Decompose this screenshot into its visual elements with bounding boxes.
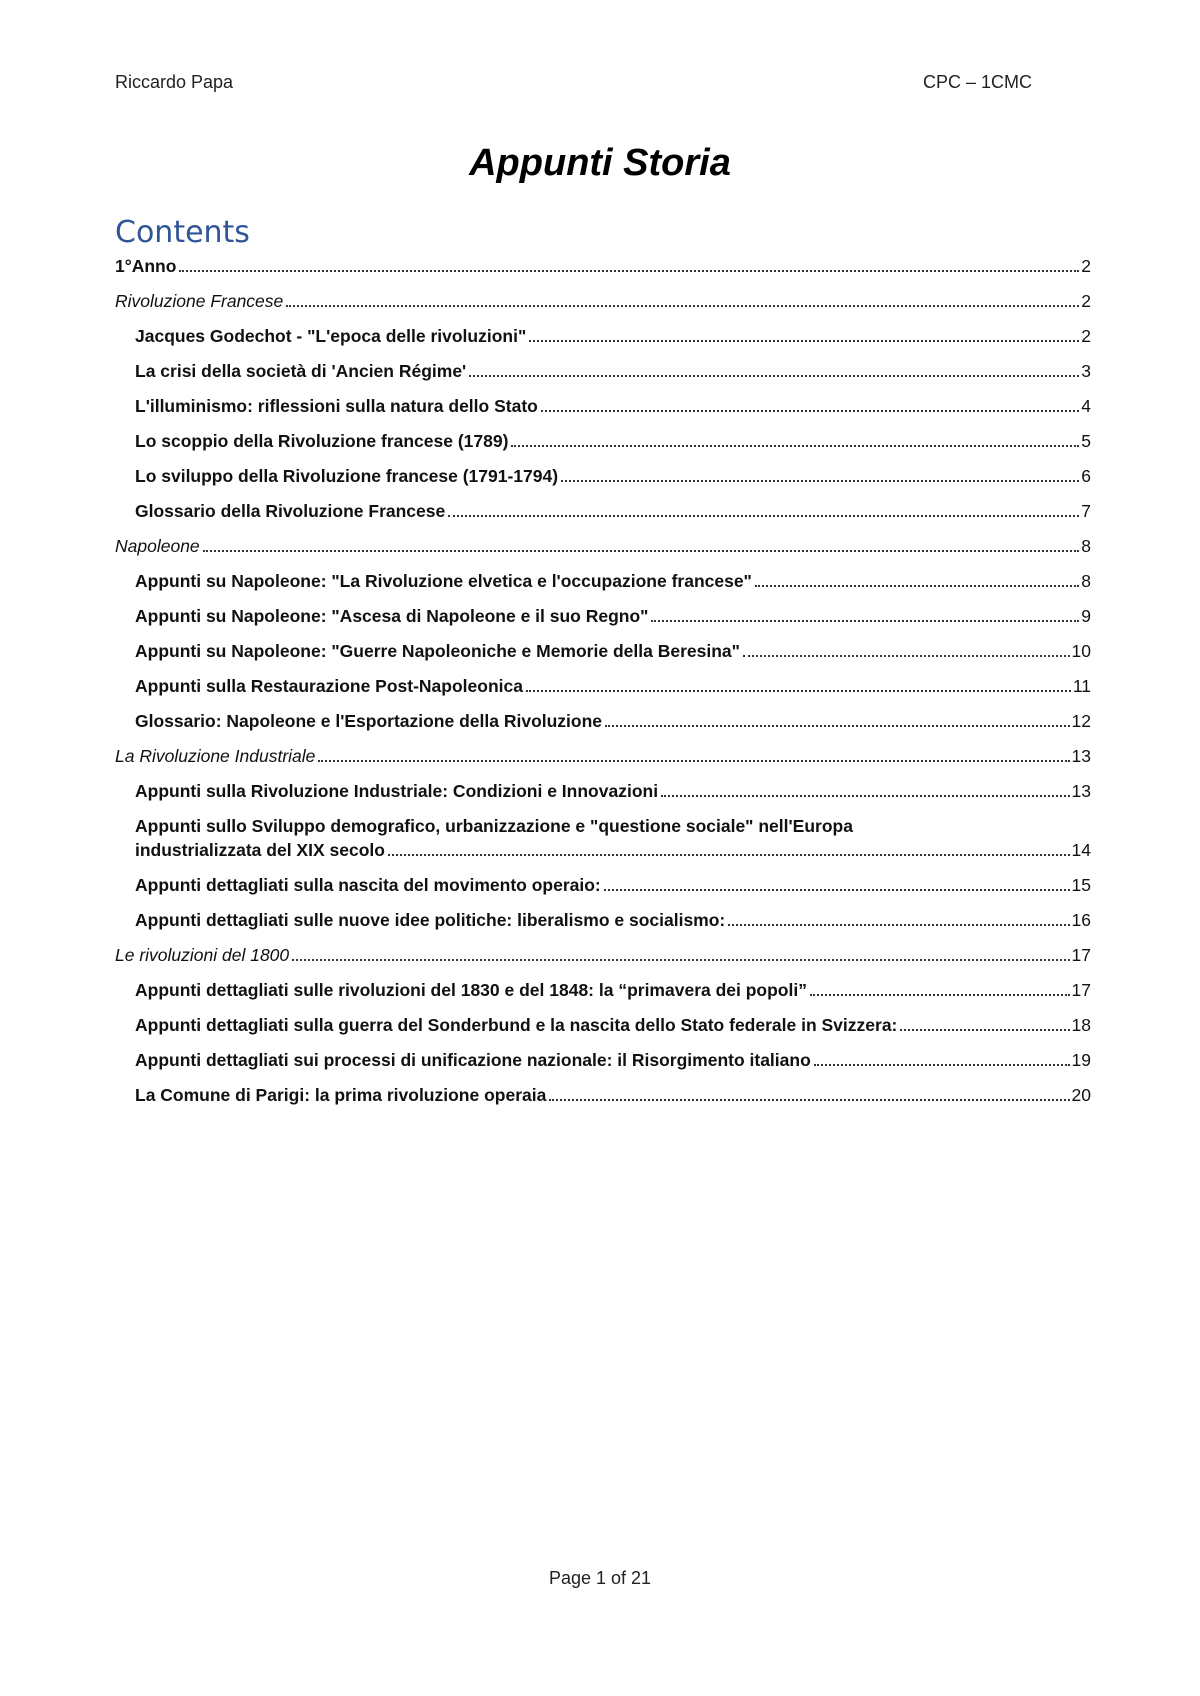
toc-entry-ancien-regime[interactable] xyxy=(115,359,1091,383)
toc-page-number: 15 xyxy=(1071,875,1091,895)
toc-page-number: 2 xyxy=(1081,326,1091,346)
toc-leader xyxy=(448,515,1079,517)
toc-entry-restaurazione[interactable] xyxy=(115,674,1091,698)
toc-entry-scoppio-rivoluzione[interactable] xyxy=(115,429,1091,453)
toc-page-number: 8 xyxy=(1081,536,1091,556)
toc-page-number: 7 xyxy=(1081,501,1091,521)
toc-leader xyxy=(661,795,1069,797)
toc-entry-label-line1: Appunti sullo Sviluppo demografico, urbanizzazione e "questione sociale" nell'Europa xyxy=(135,816,853,836)
toc-entry-label: Lo scoppio della Rivoluzione francese (1789) xyxy=(135,431,509,451)
toc-entry-label: Appunti su Napoleone: "Guerre Napoleoniche e Memorie della Beresina" xyxy=(135,641,740,661)
toc-leader xyxy=(388,854,1070,856)
toc-entry-sviluppo-demografico[interactable] xyxy=(115,814,1091,862)
toc-entry-label: Glossario della Rivoluzione Francese xyxy=(135,501,446,521)
toc-entry-label: Appunti su Napoleone: "La Rivoluzione elvetica e l'occupazione francese" xyxy=(135,571,752,591)
toc-entry-condizioni-innovazioni[interactable] xyxy=(115,779,1091,803)
toc-leader xyxy=(529,340,1079,342)
toc-leader xyxy=(549,1099,1069,1101)
toc-leader xyxy=(541,410,1079,412)
toc-entry-godechot[interactable] xyxy=(115,324,1091,348)
toc-page-number: 2 xyxy=(1081,291,1091,311)
toc-entry-label: Appunti sulla Restaurazione Post-Napoleonica xyxy=(135,676,523,696)
toc-page-number: 17 xyxy=(1071,980,1091,1000)
toc-page-number: 11 xyxy=(1072,676,1091,696)
toc-entry-label: Appunti sulla Rivoluzione Industriale: Condizioni e Innovazioni xyxy=(135,781,659,801)
toc-page-number: 9 xyxy=(1081,606,1091,626)
toc-entry-label: Appunti dettagliati sulle rivoluzioni del 1830 e del 1848: la “primavera dei popoli” xyxy=(135,980,807,1000)
toc-leader xyxy=(469,375,1079,377)
toc-page-number: 16 xyxy=(1071,910,1091,930)
toc-leader xyxy=(900,1029,1069,1031)
toc-leader xyxy=(605,725,1070,727)
toc-leader xyxy=(203,550,1080,552)
toc-entry-idee-politiche[interactable] xyxy=(115,908,1091,932)
page-header xyxy=(115,72,1032,96)
toc-leader xyxy=(526,690,1071,692)
toc-leader xyxy=(755,585,1079,587)
toc-page-number: 20 xyxy=(1071,1085,1091,1105)
toc-leader xyxy=(561,480,1079,482)
toc-entry-label: Le rivoluzioni del 1800 xyxy=(115,945,290,965)
toc-leader xyxy=(651,620,1079,622)
toc-entry-label: 1°Anno xyxy=(115,256,177,276)
toc-leader xyxy=(286,305,1079,307)
toc-page-number: 4 xyxy=(1081,396,1091,416)
toc-entry-movimento-operaio[interactable] xyxy=(115,873,1091,897)
toc-entry-rivoluzione-industriale[interactable] xyxy=(115,744,1091,768)
toc-page-number: 13 xyxy=(1071,746,1091,766)
toc-entry-label: La Comune di Parigi: la prima rivoluzione operaia xyxy=(135,1085,547,1105)
toc-entry-label-line2: industrializzata del XIX secolo xyxy=(135,840,385,860)
toc-entry-rivoluzione-elvetica[interactable] xyxy=(115,569,1091,593)
header-class: CPC – 1CMC xyxy=(922,72,1032,92)
toc-leader xyxy=(728,924,1069,926)
toc-entry-label: Appunti dettagliati sulla guerra del Sonderbund e la nascita dello Stato federale in Svizzera: xyxy=(135,1015,898,1035)
toc-entry-label: Lo sviluppo della Rivoluzione francese (1791-1794) xyxy=(135,466,559,486)
toc-page-number: 19 xyxy=(1071,1050,1091,1070)
toc-leader xyxy=(179,270,1079,272)
toc-leader xyxy=(318,760,1069,762)
toc-page-number: 8 xyxy=(1081,571,1091,591)
toc-entry-label: L'illuminismo: riflessioni sulla natura dello Stato xyxy=(135,396,538,416)
toc-page-number: 10 xyxy=(1071,641,1091,661)
toc-entry-sonderbund[interactable] xyxy=(115,1013,1091,1037)
toc-page-number: 6 xyxy=(1081,466,1091,486)
page-footer xyxy=(0,1568,1200,1589)
toc-entry-primavera-popoli[interactable] xyxy=(115,978,1091,1002)
toc-leader xyxy=(292,959,1069,961)
toc-entry-label: Napoleone xyxy=(115,536,200,556)
toc-entry-rivoluzioni-1800[interactable] xyxy=(115,943,1091,967)
toc-page-number: 2 xyxy=(1081,256,1091,276)
toc-page-number: 18 xyxy=(1071,1015,1091,1035)
toc-entry-glossario-napoleone[interactable] xyxy=(115,709,1091,733)
toc-leader xyxy=(743,655,1070,657)
toc-entry-risorgimento[interactable] xyxy=(115,1048,1091,1072)
toc-entry-label: Appunti dettagliati sulle nuove idee politiche: liberalismo e socialismo: xyxy=(135,910,726,930)
toc-entry-primo-anno[interactable] xyxy=(115,254,1091,278)
toc-entry-comune-parigi[interactable] xyxy=(115,1083,1091,1107)
toc-entry-label: Appunti su Napoleone: "Ascesa di Napoleone e il suo Regno" xyxy=(135,606,649,626)
toc-page-number: 14 xyxy=(1071,840,1091,860)
header-author: Riccardo Papa xyxy=(115,72,234,92)
toc-leader xyxy=(604,889,1070,891)
page-indicator: Page 1 of 21 xyxy=(548,1568,652,1588)
toc-page-number: 5 xyxy=(1081,431,1091,451)
toc-leader xyxy=(511,445,1079,447)
toc-leader xyxy=(810,994,1070,996)
toc-page-number: 12 xyxy=(1071,711,1091,731)
toc-page-number: 3 xyxy=(1081,361,1091,381)
toc-entry-rivoluzione-francese[interactable] xyxy=(115,289,1091,313)
toc-leader xyxy=(814,1064,1070,1066)
toc-entry-label: La Rivoluzione Industriale xyxy=(115,746,316,766)
toc-entry-label: Appunti dettagliati sui processi di unificazione nazionale: il Risorgimento italiano xyxy=(135,1050,811,1070)
toc-entry-guerre-napoleoniche[interactable] xyxy=(115,639,1091,663)
toc-entry-label: Rivoluzione Francese xyxy=(115,291,284,311)
toc-entry-glossario-rivoluzione[interactable] xyxy=(115,499,1091,523)
toc-entry-label: Appunti dettagliati sulla nascita del movimento operaio: xyxy=(135,875,601,895)
toc-entry-ascesa-napoleone[interactable] xyxy=(115,604,1091,628)
table-of-contents xyxy=(115,254,1091,1118)
toc-entry-label: Jacques Godechot - "L'epoca delle rivoluzioni" xyxy=(135,326,527,346)
toc-entry-napoleone[interactable] xyxy=(115,534,1091,558)
toc-entry-sviluppo-rivoluzione[interactable] xyxy=(115,464,1091,488)
toc-entry-label: La crisi della società di 'Ancien Régime' xyxy=(135,361,467,381)
toc-entry-illuminismo[interactable] xyxy=(115,394,1091,418)
toc-entry-label: Glossario: Napoleone e l'Esportazione della Rivoluzione xyxy=(135,711,603,731)
toc-page-number: 13 xyxy=(1071,781,1091,801)
toc-heading: Contents xyxy=(115,215,250,250)
toc-page-number: 17 xyxy=(1071,945,1091,965)
document-title: Appunti Storia xyxy=(469,142,731,184)
